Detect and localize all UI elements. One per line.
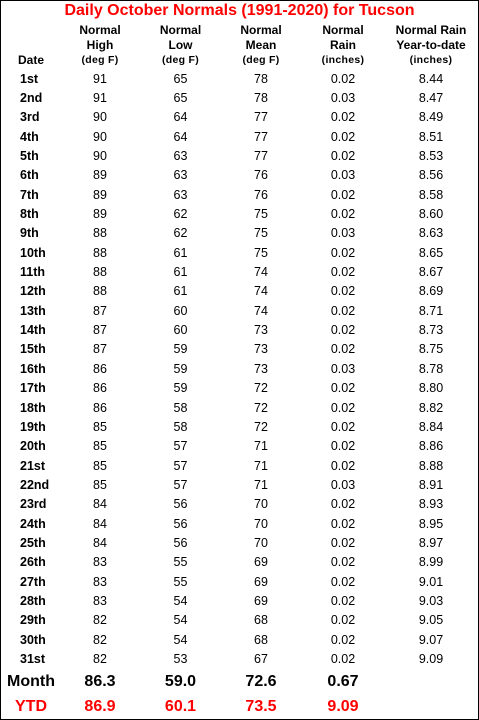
cell-day: 17th: [20, 381, 46, 396]
cell-ytd: 8.88: [418, 458, 444, 473]
cell-rain: 0.02: [330, 207, 356, 222]
summary-month-empty: [384, 669, 478, 694]
cell-day: 20th: [20, 439, 46, 454]
summary-month-rain: 0.67: [327, 672, 359, 690]
table-row: [1, 572, 478, 591]
cell-day: 21st: [20, 458, 46, 473]
cell-low: 63: [173, 187, 188, 202]
cell-day: 11th: [20, 265, 46, 280]
cell-low: 58: [173, 400, 188, 415]
summary-month-high: 86.3: [84, 672, 116, 690]
table-row: [1, 146, 478, 165]
cell-day: 9th: [20, 226, 39, 241]
cell-mean: 74: [254, 284, 268, 299]
cell-rain: 0.02: [330, 149, 356, 164]
cell-mean: 73: [254, 342, 268, 357]
summary-month-label: Month: [7, 672, 55, 690]
cell-low: 56: [173, 516, 188, 531]
table-row: [1, 340, 478, 359]
cell-day: 5th: [20, 149, 39, 164]
summary-month-mean: 72.6: [245, 672, 277, 690]
cell-day: 1st: [20, 71, 39, 86]
header-mean-line2: Mean: [245, 38, 277, 52]
cell-ytd: 8.99: [418, 555, 444, 570]
cell-rain: 0.02: [330, 516, 356, 531]
cell-high: 85: [93, 458, 107, 473]
cell-high: 89: [93, 207, 107, 222]
summary-ytd-label: YTD: [15, 697, 47, 715]
cell-mean: 76: [254, 187, 268, 202]
cell-day: 28th: [20, 593, 46, 608]
cell-mean: 72: [254, 400, 268, 415]
cell-day: 25th: [20, 535, 46, 550]
cell-high: 88: [93, 284, 107, 299]
cell-low: 56: [173, 535, 188, 550]
cell-high: 83: [93, 555, 107, 570]
header-mean-unit: (deg F): [242, 54, 280, 66]
cell-high: 88: [93, 265, 107, 280]
cell-mean: 71: [254, 477, 268, 492]
table-row: [1, 417, 478, 436]
cell-low: 59: [173, 381, 188, 396]
cell-high: 82: [93, 632, 107, 647]
cell-ytd: 8.49: [418, 110, 444, 125]
cell-high: 87: [93, 342, 107, 357]
cell-mean: 69: [254, 574, 268, 589]
cell-ytd: 8.73: [418, 323, 444, 338]
cell-low: 64: [173, 110, 188, 125]
summary-ytd-mean: 73.5: [245, 697, 277, 715]
cell-low: 62: [173, 207, 188, 222]
cell-rain: 0.02: [330, 71, 356, 86]
header-high-line2: High: [86, 38, 114, 52]
header-rain-unit: (inches): [321, 54, 365, 66]
cell-mean: 75: [254, 226, 268, 241]
cell-ytd: 8.67: [418, 265, 444, 280]
cell-rain: 0.02: [330, 110, 356, 125]
cell-day: 6th: [20, 168, 39, 183]
cell-high: 90: [93, 110, 107, 125]
table-row: [1, 649, 478, 668]
cell-rain: 0.02: [330, 303, 356, 318]
cell-high: 85: [93, 419, 107, 434]
cell-low: 55: [173, 574, 188, 589]
cell-rain: 0.03: [330, 91, 356, 106]
cell-ytd: 8.86: [418, 439, 444, 454]
cell-ytd: 8.47: [418, 91, 444, 106]
cell-rain: 0.02: [330, 381, 356, 396]
cell-rain: 0.03: [330, 361, 356, 376]
summary-ytd-low: 60.1: [164, 697, 197, 715]
cell-mean: 75: [254, 207, 268, 222]
table-row: [1, 69, 478, 88]
cell-rain: 0.02: [330, 265, 356, 280]
cell-rain: 0.02: [330, 129, 356, 144]
table-row: [1, 282, 478, 301]
table-row: [1, 553, 478, 572]
table-row: [1, 456, 478, 475]
cell-mean: 77: [254, 129, 268, 144]
summary-row-ytd: [1, 694, 478, 719]
cell-ytd: 9.07: [418, 632, 444, 647]
summary-table: [1, 669, 478, 719]
cell-low: 64: [173, 129, 188, 144]
cell-low: 60: [173, 323, 188, 338]
cell-ytd: 8.65: [418, 245, 444, 260]
cell-high: 84: [93, 497, 107, 512]
cell-low: 55: [173, 555, 188, 570]
table-row: [1, 533, 478, 552]
cell-low: 62: [173, 226, 188, 241]
cell-high: 87: [93, 323, 107, 338]
cell-mean: 73: [254, 323, 268, 338]
daily-rows: [1, 69, 478, 669]
cell-low: 59: [173, 361, 188, 376]
cell-low: 54: [173, 593, 188, 608]
table-row: [1, 127, 478, 146]
cell-mean: 77: [254, 110, 268, 125]
cell-high: 86: [93, 361, 107, 376]
cell-rain: 0.02: [330, 555, 356, 570]
cell-mean: 73: [254, 361, 268, 376]
cell-high: 89: [93, 187, 107, 202]
cell-ytd: 8.84: [418, 419, 444, 434]
cell-mean: 74: [254, 303, 268, 318]
cell-low: 54: [173, 613, 188, 628]
cell-low: 65: [173, 71, 188, 86]
cell-day: 3rd: [20, 110, 40, 125]
header-rain-line2: Rain: [329, 38, 356, 52]
cell-ytd: 8.63: [418, 226, 444, 241]
cell-high: 82: [93, 651, 107, 666]
cell-low: 63: [173, 149, 188, 164]
cell-day: 2nd: [20, 91, 43, 106]
cell-ytd: 9.03: [418, 593, 444, 608]
summary-ytd-empty: [384, 694, 478, 719]
cell-rain: 0.02: [330, 400, 356, 415]
cell-mean: 75: [254, 245, 268, 260]
header-low-line1: Normal: [159, 23, 202, 37]
table-row: [1, 204, 478, 223]
cell-mean: 72: [254, 419, 268, 434]
cell-rain: 0.02: [330, 439, 356, 454]
cell-day: 12th: [20, 284, 46, 299]
table-row: [1, 108, 478, 127]
header-low: [141, 23, 220, 68]
cell-rain: 0.02: [330, 651, 356, 666]
cell-mean: 69: [254, 555, 268, 570]
cell-high: 86: [93, 400, 107, 415]
cell-mean: 77: [254, 149, 268, 164]
cell-rain: 0.02: [330, 458, 356, 473]
cell-rain: 0.02: [330, 187, 356, 202]
cell-low: 65: [173, 91, 188, 106]
cell-day: 30th: [20, 632, 46, 647]
table-row: [1, 301, 478, 320]
cell-high: 85: [93, 439, 107, 454]
cell-low: 61: [173, 265, 188, 280]
table-row: [1, 166, 478, 185]
cell-rain: 0.03: [330, 477, 356, 492]
cell-rain: 0.02: [330, 574, 356, 589]
cell-day: 23rd: [20, 497, 47, 512]
cell-day: 26th: [20, 555, 46, 570]
cell-day: 10th: [20, 245, 46, 260]
summary-ytd-high: 86.9: [84, 697, 116, 715]
header-ytd-line1: Normal Rain: [395, 23, 467, 37]
cell-rain: 0.02: [330, 323, 356, 338]
cell-rain: 0.02: [330, 284, 356, 299]
cell-day: 15th: [20, 342, 46, 357]
table-row: [1, 185, 478, 204]
table-row: [1, 591, 478, 610]
table-row: [1, 359, 478, 378]
cell-mean: 78: [254, 71, 268, 86]
header-mean: [220, 23, 302, 68]
cell-rain: 0.02: [330, 497, 356, 512]
table-row: [1, 224, 478, 243]
cell-ytd: 8.56: [418, 168, 444, 183]
cell-low: 59: [173, 342, 188, 357]
cell-high: 82: [93, 613, 107, 628]
cell-low: 54: [173, 632, 188, 647]
cell-mean: 74: [254, 265, 268, 280]
cell-day: 29th: [20, 613, 46, 628]
header-low-unit: (deg F): [161, 54, 200, 66]
cell-day: 24th: [20, 516, 46, 531]
cell-mean: 78: [254, 91, 268, 106]
cell-ytd: 8.58: [418, 187, 444, 202]
cell-high: 88: [93, 226, 107, 241]
header-mean-line1: Normal: [240, 23, 282, 37]
cell-low: 61: [173, 245, 188, 260]
cell-high: 88: [93, 245, 107, 260]
cell-day: 19th: [20, 419, 46, 434]
cell-high: 90: [93, 149, 107, 164]
table-row: [1, 630, 478, 649]
cell-ytd: 8.69: [418, 284, 444, 299]
cell-ytd: 9.05: [418, 613, 444, 628]
cell-rain: 0.02: [330, 535, 356, 550]
cell-ytd: 8.44: [418, 71, 444, 86]
cell-day: 8th: [20, 207, 39, 222]
table-row: [1, 398, 478, 417]
cell-day: 13th: [20, 303, 46, 318]
cell-day: 16th: [20, 361, 46, 376]
cell-ytd: 8.60: [418, 207, 444, 222]
table-row: [1, 437, 478, 456]
header-ytd-line2: Year-to-date: [396, 38, 466, 52]
table-row: [1, 514, 478, 533]
summary-ytd-rain: 9.09: [327, 697, 359, 715]
cell-ytd: 8.71: [418, 303, 444, 318]
cell-mean: 76: [254, 168, 268, 183]
cell-mean: 71: [254, 458, 268, 473]
cell-low: 57: [173, 458, 188, 473]
summary-month-low: 59.0: [164, 672, 197, 690]
cell-high: 85: [93, 477, 107, 492]
cell-day: 27th: [20, 574, 46, 589]
summary-row-month: [1, 669, 478, 694]
header-low-line2: Low: [168, 38, 193, 52]
table-row: [1, 88, 478, 107]
cell-low: 57: [173, 439, 188, 454]
table-row: [1, 320, 478, 339]
page-title: Daily October Normals (1991-2020) for Tucson: [64, 2, 415, 19]
cell-mean: 68: [254, 632, 268, 647]
table-row: [1, 495, 478, 514]
header-date-label: Date: [17, 53, 44, 67]
cell-high: 90: [93, 129, 107, 144]
cell-ytd: 8.53: [418, 149, 444, 164]
cell-day: 14th: [20, 323, 46, 338]
header-ytd: [384, 23, 478, 68]
daily-normals-table: [1, 69, 478, 669]
cell-ytd: 8.97: [418, 535, 444, 550]
cell-rain: 0.03: [330, 168, 356, 183]
cell-ytd: 8.51: [418, 129, 444, 144]
cell-day: 4th: [20, 129, 39, 144]
table-row: [1, 262, 478, 281]
cell-ytd: 8.78: [418, 361, 444, 376]
cell-day: 31st: [20, 651, 46, 666]
cell-low: 61: [173, 284, 188, 299]
header-date: [1, 53, 61, 68]
cell-low: 56: [173, 497, 188, 512]
cell-rain: 0.02: [330, 613, 356, 628]
cell-low: 58: [173, 419, 188, 434]
cell-high: 86: [93, 381, 107, 396]
cell-ytd: 8.91: [418, 477, 444, 492]
cell-ytd: 8.82: [418, 400, 444, 415]
cell-rain: 0.02: [330, 342, 356, 357]
cell-mean: 68: [254, 613, 268, 628]
cell-low: 53: [173, 651, 188, 666]
cell-ytd: 8.95: [418, 516, 444, 531]
cell-high: 91: [93, 71, 107, 86]
cell-rain: 0.02: [330, 593, 356, 608]
header-rain: [302, 23, 384, 68]
cell-low: 63: [173, 168, 188, 183]
cell-rain: 0.03: [330, 226, 356, 241]
cell-rain: 0.02: [330, 245, 356, 260]
cell-ytd: 9.01: [418, 574, 444, 589]
cell-mean: 70: [254, 535, 268, 550]
table-row: [1, 475, 478, 494]
cell-rain: 0.02: [330, 419, 356, 434]
cell-high: 84: [93, 535, 107, 550]
cell-mean: 70: [254, 497, 268, 512]
cell-low: 57: [173, 477, 188, 492]
cell-day: 18th: [20, 400, 46, 415]
table-row: [1, 379, 478, 398]
table-row: [1, 243, 478, 262]
cell-high: 91: [93, 91, 107, 106]
header-high-unit: (deg F): [81, 54, 119, 66]
table-row: [1, 611, 478, 630]
cell-mean: 71: [254, 439, 268, 454]
cell-high: 87: [93, 303, 107, 318]
cell-ytd: 8.93: [418, 497, 444, 512]
cell-mean: 67: [254, 651, 268, 666]
cell-high: 83: [93, 574, 107, 589]
cell-mean: 70: [254, 516, 268, 531]
cell-day: 22nd: [20, 477, 50, 492]
cell-mean: 69: [254, 593, 268, 608]
cell-high: 84: [93, 516, 107, 531]
cell-low: 60: [173, 303, 188, 318]
header-high: [59, 23, 141, 68]
cell-mean: 72: [254, 381, 268, 396]
cell-high: 83: [93, 593, 107, 608]
cell-day: 7th: [20, 187, 39, 202]
cell-ytd: 8.80: [418, 381, 444, 396]
cell-ytd: 8.75: [418, 342, 444, 357]
cell-high: 89: [93, 168, 107, 183]
header-high-line1: Normal: [79, 23, 121, 37]
header-rain-line1: Normal: [322, 23, 364, 37]
header-ytd-unit: (inches): [409, 54, 453, 66]
cell-ytd: 9.09: [418, 651, 444, 666]
cell-rain: 0.02: [330, 632, 356, 647]
